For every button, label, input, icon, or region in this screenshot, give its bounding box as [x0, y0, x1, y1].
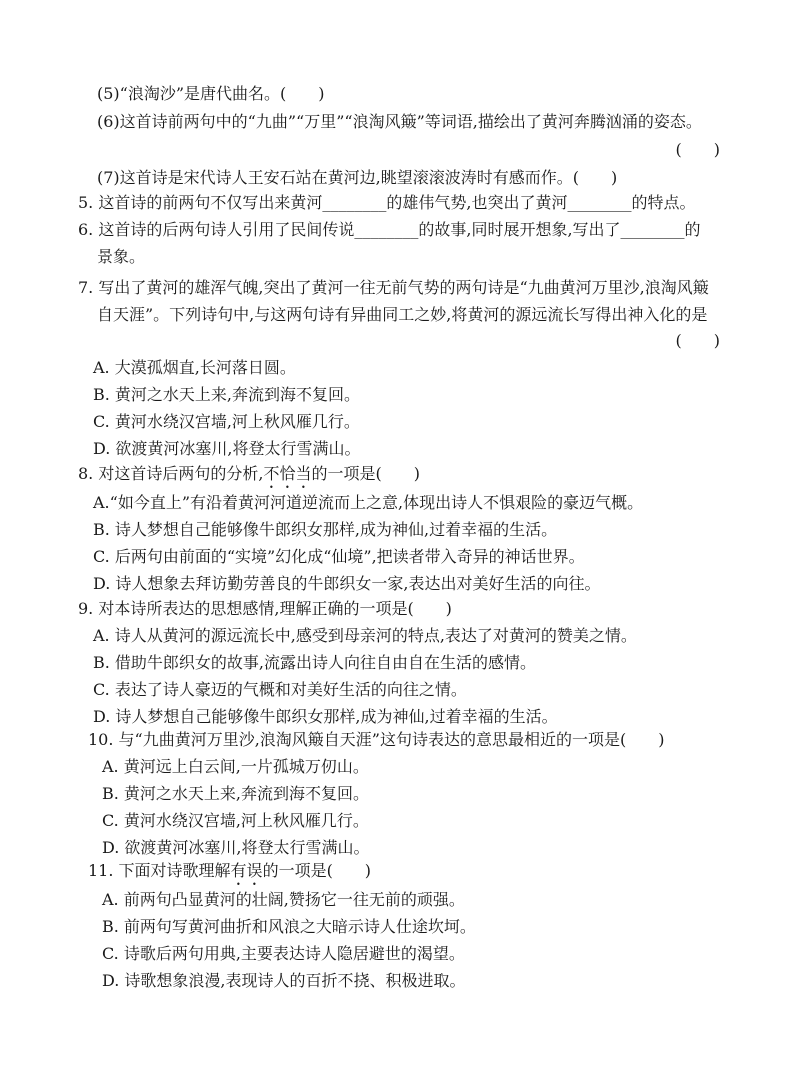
question-8-option-d: D. 诗人想象去拜访勤劳善良的牛郎织女一家,表达出对美好生活的向往。: [93, 574, 601, 593]
question-8-emphasis: 不恰当: [263, 464, 312, 483]
question-10-stem: 10. 与“九曲黄河万里沙,浪淘风簸自天涯”这句诗表达的意思最相近的一项是( ): [88, 730, 665, 749]
question-10-option-b: B. 黄河之水天上来,奔流到海不复回。: [102, 784, 370, 803]
question-11-option-b: B. 前两句写黄河曲折和风浪之大暗示诗人仕途坎坷。: [102, 917, 476, 936]
question-9-option-c: C. 表达了诗人豪迈的气概和对美好生活的向往之情。: [93, 680, 467, 699]
judge-item-6-answer-paren: ( ): [675, 140, 720, 159]
question-5: 5. 这首诗的前两句不仅写出来黄河________的雄伟气势,也突出了黄河________的特点。: [78, 193, 696, 212]
question-11-option-c: C. 诗歌后两句用典,主要表达诗人隐居避世的渴望。: [102, 944, 465, 963]
question-11-stem: [88, 860, 371, 889]
judge-item-6: (6)这首诗前两句中的“九曲”“万里”“浪淘风簸”等词语,描绘出了黄河奔腾汹涌的姿态。: [97, 112, 702, 131]
question-10-option-d: D. 欲渡黄河冰塞川,将登太行雪满山。: [102, 838, 370, 857]
question-11-stem-pre: 11. 下面对诗歌理解: [88, 861, 231, 880]
question-11-stem-post: 的一项是( ): [262, 861, 372, 880]
question-7-line-2: 自天涯”。下列诗句中,与这两句诗有异曲同工之妙,将黄河的源远流长写得出神入化的是: [97, 305, 708, 324]
question-6-line-1: 6. 这首诗的后两句诗人引用了民间传说________的故事,同时展开想象,写出了________的: [78, 220, 701, 239]
question-7-option-c: C. 黄河水绕汉宫墙,河上秋风雁几行。: [93, 412, 360, 431]
question-8-stem-pre: 8. 对这首诗后两句的分析,: [78, 464, 264, 483]
question-8-option-a: A.“如今直上”有沿着黄河河道逆流而上之意,体现出诗人不惧艰险的豪迈气概。: [93, 493, 644, 512]
judge-item-7: (7)这首诗是宋代诗人王安石站在黄河边,眺望滚滚波涛时有感而作。( ): [97, 168, 618, 187]
question-6-line-2: 景象。: [97, 247, 146, 266]
question-9-option-b: B. 借助牛郎织女的故事,流露出诗人向往自由自在生活的感情。: [93, 653, 537, 672]
question-8-option-c: C. 后两句由前面的“实境”幻化成“仙境”,把读者带入奇异的神话世界。: [93, 547, 585, 566]
question-7-answer-paren: ( ): [675, 331, 720, 350]
question-11-option-a: A. 前两句凸显黄河的壮阔,赞扬它一往无前的顽强。: [102, 890, 465, 909]
question-8-stem-post: 的一项是( ): [311, 464, 420, 483]
question-8-option-b: B. 诗人梦想自己能够像牛郎织女那样,成为神仙,过着幸福的生活。: [93, 520, 558, 539]
question-11-option-d: D. 诗歌想象浪漫,表现诗人的百折不挠、积极进取。: [102, 971, 466, 990]
question-7-option-d: D. 欲渡黄河冰塞川,将登太行雪满山。: [93, 439, 361, 458]
question-11-emphasis: 有误: [230, 861, 263, 880]
question-9-option-a: A. 诗人从黄河的源远流长中,感受到母亲河的特点,表达了对黄河的赞美之情。: [93, 626, 637, 645]
question-10-option-c: C. 黄河水绕汉宫墙,河上秋风雁几行。: [102, 811, 369, 830]
question-8-stem: [78, 463, 420, 492]
question-10-option-a: A. 黄河远上白云间,一片孤城万仞山。: [102, 757, 369, 776]
judge-item-5: (5)“浪淘沙”是唐代曲名。( ): [97, 84, 325, 103]
question-9-stem: 9. 对本诗所表达的思想感情,理解正确的一项是( ): [78, 599, 452, 618]
question-7-option-b: B. 黄河之水天上来,奔流到海不复回。: [93, 385, 361, 404]
question-9-option-d: D. 诗人梦想自己能够像牛郎织女那样,成为神仙,过着幸福的生活。: [93, 707, 558, 726]
question-7-line-1: 7. 写出了黄河的雄浑气魄,突出了黄河一往无前气势的两句诗是“九曲黄河万里沙,浪淘风簸: [78, 278, 709, 297]
question-7-option-a: A. 大漠孤烟直,长河落日圆。: [93, 358, 296, 377]
